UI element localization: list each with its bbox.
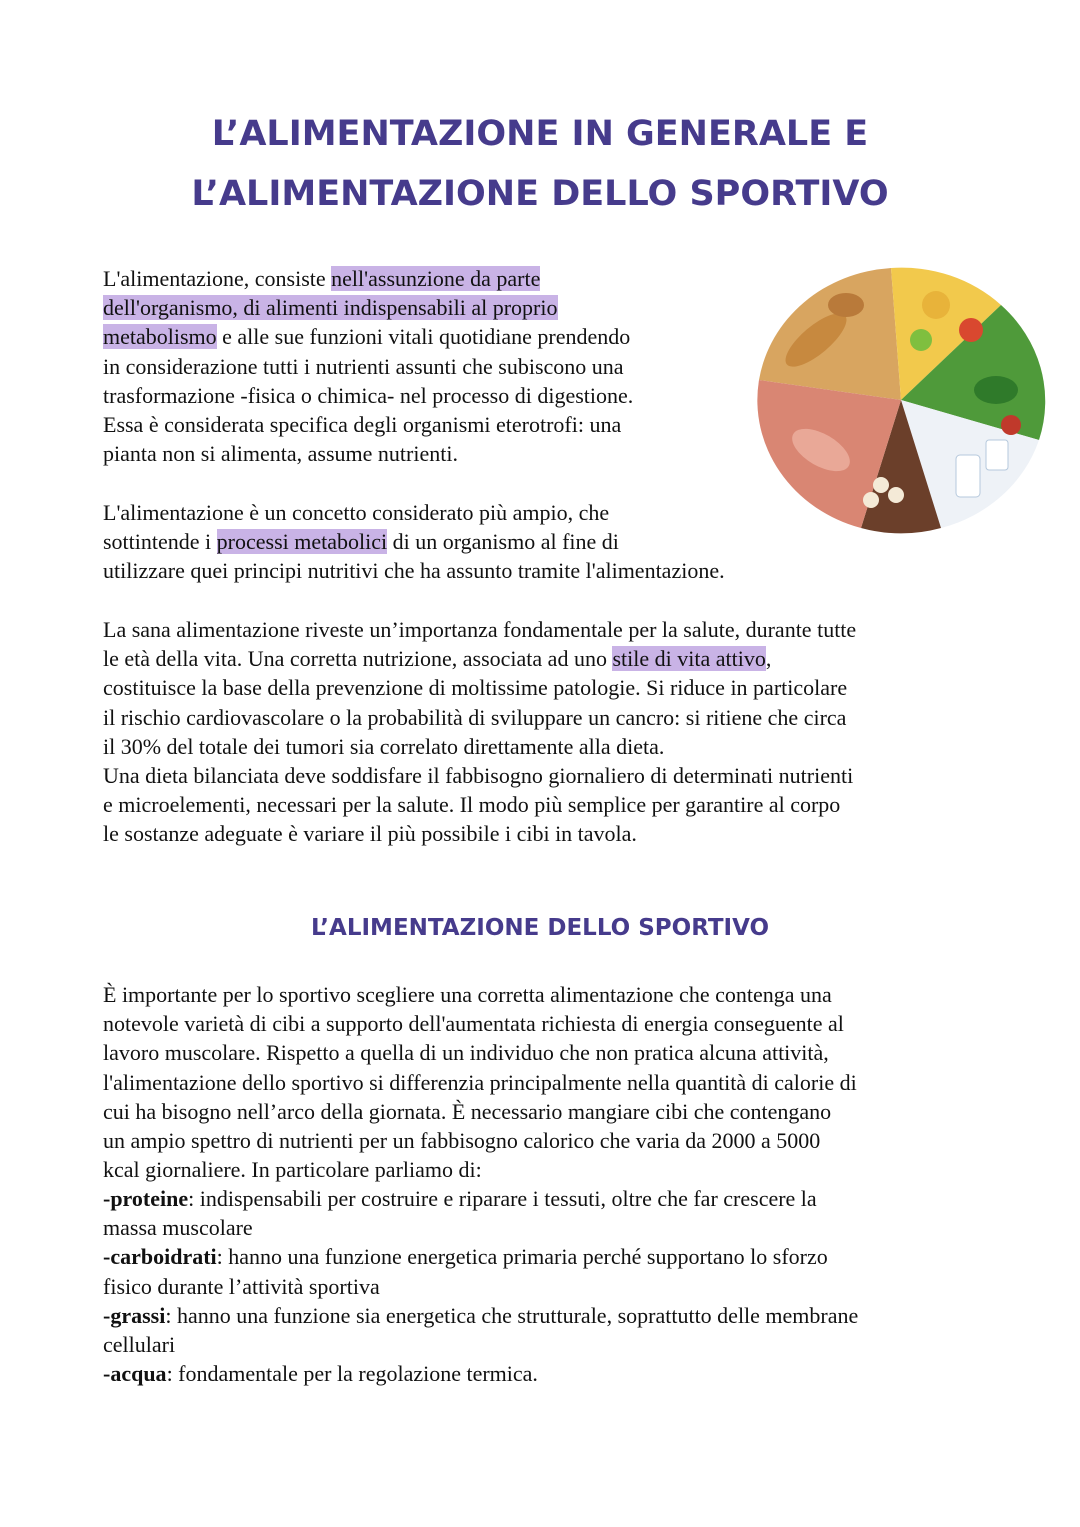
section-title-sportivo: L’ALIMENTAZIONE DELLO SPORTIVO xyxy=(310,915,770,941)
list-item xyxy=(103,1359,858,1388)
section2-paragraph xyxy=(103,980,857,1184)
text-line: l'alimentazione dello sportivo si differenzia principalmente nella quantità di calorie di xyxy=(103,1069,857,1095)
text-run: , xyxy=(765,646,772,672)
text-line: pianta non si alimenta, assume nutrienti. xyxy=(103,441,458,467)
text-line: in considerazione tutti i nutrienti assunti che subiscono una xyxy=(103,353,624,379)
intro-paragraph-2 xyxy=(103,498,725,586)
text-run: sottintende i xyxy=(103,529,217,555)
text-line: un ampio spettro di nutrienti per un fabbisogno calorico che varia da 2000 a 5000 xyxy=(103,1128,821,1154)
text-run: le età della vita. Una corretta nutrizione, associata ad uno xyxy=(103,646,613,672)
text-run: L'alimentazione, consiste xyxy=(103,266,332,291)
page-title xyxy=(0,104,1080,224)
text-line: kcal giornaliere. In particolare parliamo di: xyxy=(103,1157,482,1183)
page-title-line-2: L’ALIMENTAZIONE DELLO SPORTIVO xyxy=(191,174,889,214)
highlight: nell'assunzione da parte xyxy=(331,266,541,291)
food-wheel-image xyxy=(755,265,1047,535)
text-line: utilizzare quei principi nutritivi che ha assunto tramite l'alimentazione. xyxy=(103,558,725,584)
text-line: La sana alimentazione riveste un’importanza fondamentale per la salute, durante tutte xyxy=(103,617,857,642)
text-line: le sostanze adeguate è variare il più possibile i cibi in tavola. xyxy=(103,821,637,847)
text-line: cui ha bisogno nell’arco della giornata. È necessario mangiare cibi che contengano xyxy=(103,1098,832,1124)
text-line: lavoro muscolare. Rispetto a quella di un individuo che non pratica alcuna attività, xyxy=(103,1040,829,1066)
text-line: cellulari xyxy=(103,1332,176,1358)
nutrient-term: -acqua xyxy=(103,1361,167,1387)
nutrient-term: -proteine xyxy=(103,1186,189,1211)
intro-paragraph-3 xyxy=(103,615,856,849)
text-run: e alle sue funzioni vitali quotidiane prendendo xyxy=(216,324,631,350)
text-line: massa muscolare xyxy=(103,1215,253,1241)
text-run: : hanno una funzione sia energetica che strutturale, soprattutto delle membrane xyxy=(165,1302,859,1328)
highlight: metabolismo xyxy=(103,324,217,350)
list-item xyxy=(103,1301,858,1330)
text-line: Essa è considerata specifica degli organismi eterotrofi: una xyxy=(103,412,622,438)
text-line: Una dieta bilanciata deve soddisfare il fabbisogno giornaliero di determinati nutrienti xyxy=(103,763,854,789)
text-line: il 30% del totale dei tumori sia correlato direttamente alla dieta. xyxy=(103,733,665,759)
text-run: : hanno una funzione energetica primaria perché supportano lo sforzo xyxy=(216,1244,828,1270)
text-line: costituisce la base della prevenzione di moltissime patologie. Si riduce in particolare xyxy=(103,675,848,701)
page-title-line-1: L’ALIMENTAZIONE IN GENERALE E xyxy=(211,114,869,154)
text-line: notevole varietà di cibi a supporto dell'aumentata richiesta di energia conseguente al xyxy=(103,1011,844,1037)
text-line: È importante per lo sportivo scegliere una corretta alimentazione che contenga una xyxy=(103,982,832,1007)
highlight: processi metabolici xyxy=(216,529,388,555)
nutrient-term: -grassi xyxy=(103,1302,166,1328)
nutrient-term: -carboidrati xyxy=(103,1244,217,1270)
nutrients-list xyxy=(103,1184,858,1388)
highlight: dell'organismo, di alimenti indispensabili al proprio xyxy=(103,295,558,321)
text-line: il rischio cardiovascolare o la probabilità di sviluppare un cancro: si ritiene che circa xyxy=(103,704,847,730)
text-line: e microelementi, necessari per la salute. Il modo più semplice per garantire al corpo xyxy=(103,792,841,818)
text-line: fisico durante l’attività sportiva xyxy=(103,1273,380,1299)
text-run: : indispensabili per costruire e riparare i tessuti, oltre che far crescere la xyxy=(188,1186,817,1211)
highlight: stile di vita attivo xyxy=(612,646,766,672)
text-line: L'alimentazione è un concetto considerato più ampio, che xyxy=(103,500,610,525)
list-item xyxy=(103,1184,858,1213)
list-item xyxy=(103,1242,858,1271)
intro-paragraph-1 xyxy=(103,264,633,468)
text-run: : fondamentale per la regolazione termica. xyxy=(166,1361,538,1387)
text-run: di un organismo al fine di xyxy=(387,529,619,555)
text-line: trasformazione -fisica o chimica- nel processo di digestione. xyxy=(103,382,634,408)
